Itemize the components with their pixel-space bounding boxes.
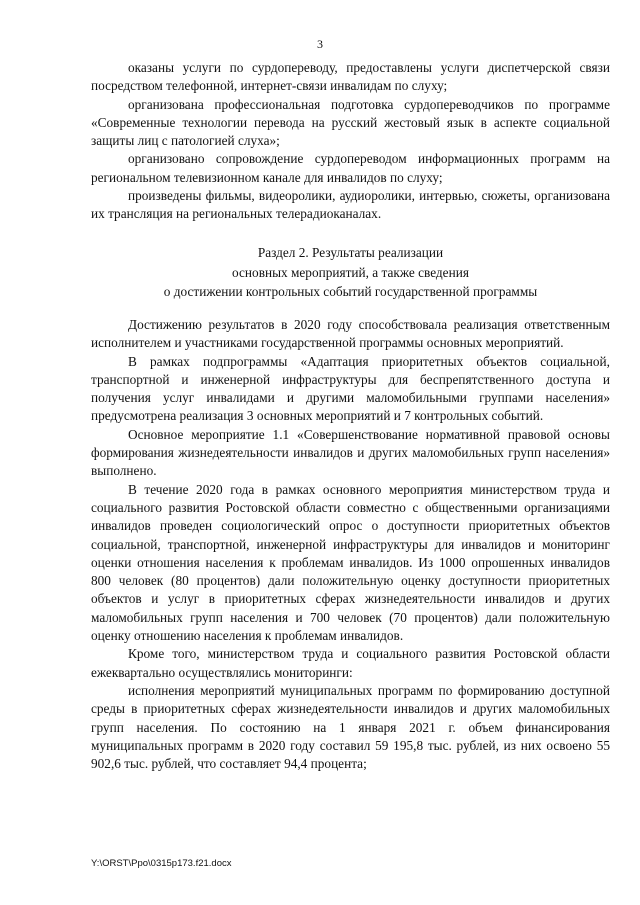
footer-file-path: Y:\ORST\Ppo\0315p173.f21.docx — [91, 858, 232, 869]
section-heading-line: Раздел 2. Результаты реализации — [257, 245, 444, 260]
paragraph: исполнения мероприятий муниципальных программ по формированию доступной среды в приоритетных сферах жизнедеятельности инвалидов и других маломобильных групп населения. По состоянию на 1 января 2021 г. объем финансирования муниципальных программ в 2020 году составил 59 195,8 тыс. рублей, из них освоено 55 902,6 тыс. рублей, что составляет 94,4 процента; — [91, 682, 610, 772]
section-heading — [91, 243, 610, 302]
page-number: 3 — [317, 37, 323, 51]
section-heading-line: о достижении контрольных событий государственной программы — [163, 284, 538, 299]
section-body — [91, 316, 610, 773]
paragraph: Кроме того, министерством труда и социального развития Ростовской области ежеквартально осуществлялись мониторинги: — [91, 646, 610, 680]
section-heading-line: основных мероприятий, а также сведения — [232, 264, 469, 280]
paragraph: Основное мероприятие 1.1 «Совершенствование нормативной правовой основы формирования жизнедеятельности инвалидов и других маломобильных групп населения» выполнено. — [91, 426, 610, 479]
paragraph: В рамках подпрограммы «Адаптация приоритетных объектов социальной, транспортной и инженерной инфраструктуры для беспрепятственного доступа и получения услуг инвалидами и другими маломобильными группами населения» предусмотрена реализация 3 основных мероприятий и 7 контрольных событий. — [91, 353, 610, 424]
intro-list — [91, 59, 610, 224]
list-item: произведены фильмы, видеоролики, аудиоролики, интервью, сюжеты, организована их трансляция на региональных телерадиоканалах. — [91, 188, 610, 222]
paragraph: Достижению результатов в 2020 году способствовала реализация ответственным исполнителем и участниками государственной программы основных мероприятий. — [91, 317, 610, 351]
paragraph: В течение 2020 года в рамках основного мероприятия министерством труда и социального развития Ростовской области совместно с общественными организациями инвалидов проведен социологический опрос о доступности приоритетных объектов социальной, транспортной, инженерной инфраструктуры для инвалидов и мониторинг оценки отношения населения к проблемам инвалидов. Из 1000 опрошенных инвалидов 800 человек (80 процентов) дали положительную оценку доступности приоритетных объектов и услуг в приоритетных сферах жизнедеятельности инвалидов и других маломобильных групп населения и 700 человек (70 процентов) дали положительную оценку отношению населения к проблемам инвалидов. — [91, 481, 610, 644]
list-item: организовано сопровождение сурдопереводом информационных программ на региональном телевизионном канале для инвалидов по слуху; — [91, 151, 610, 185]
list-item: оказаны услуги по сурдопереводу, предоставлены услуги диспетчерской связи посредством телефонной, интернет-связи инвалидам по слуху; — [91, 60, 610, 94]
list-item: организована профессиональная подготовка сурдопереводчиков по программе «Современные технологии перевода на русский жестовый язык в аспекте социальной защиты лиц с патологией слуха»; — [91, 96, 610, 149]
